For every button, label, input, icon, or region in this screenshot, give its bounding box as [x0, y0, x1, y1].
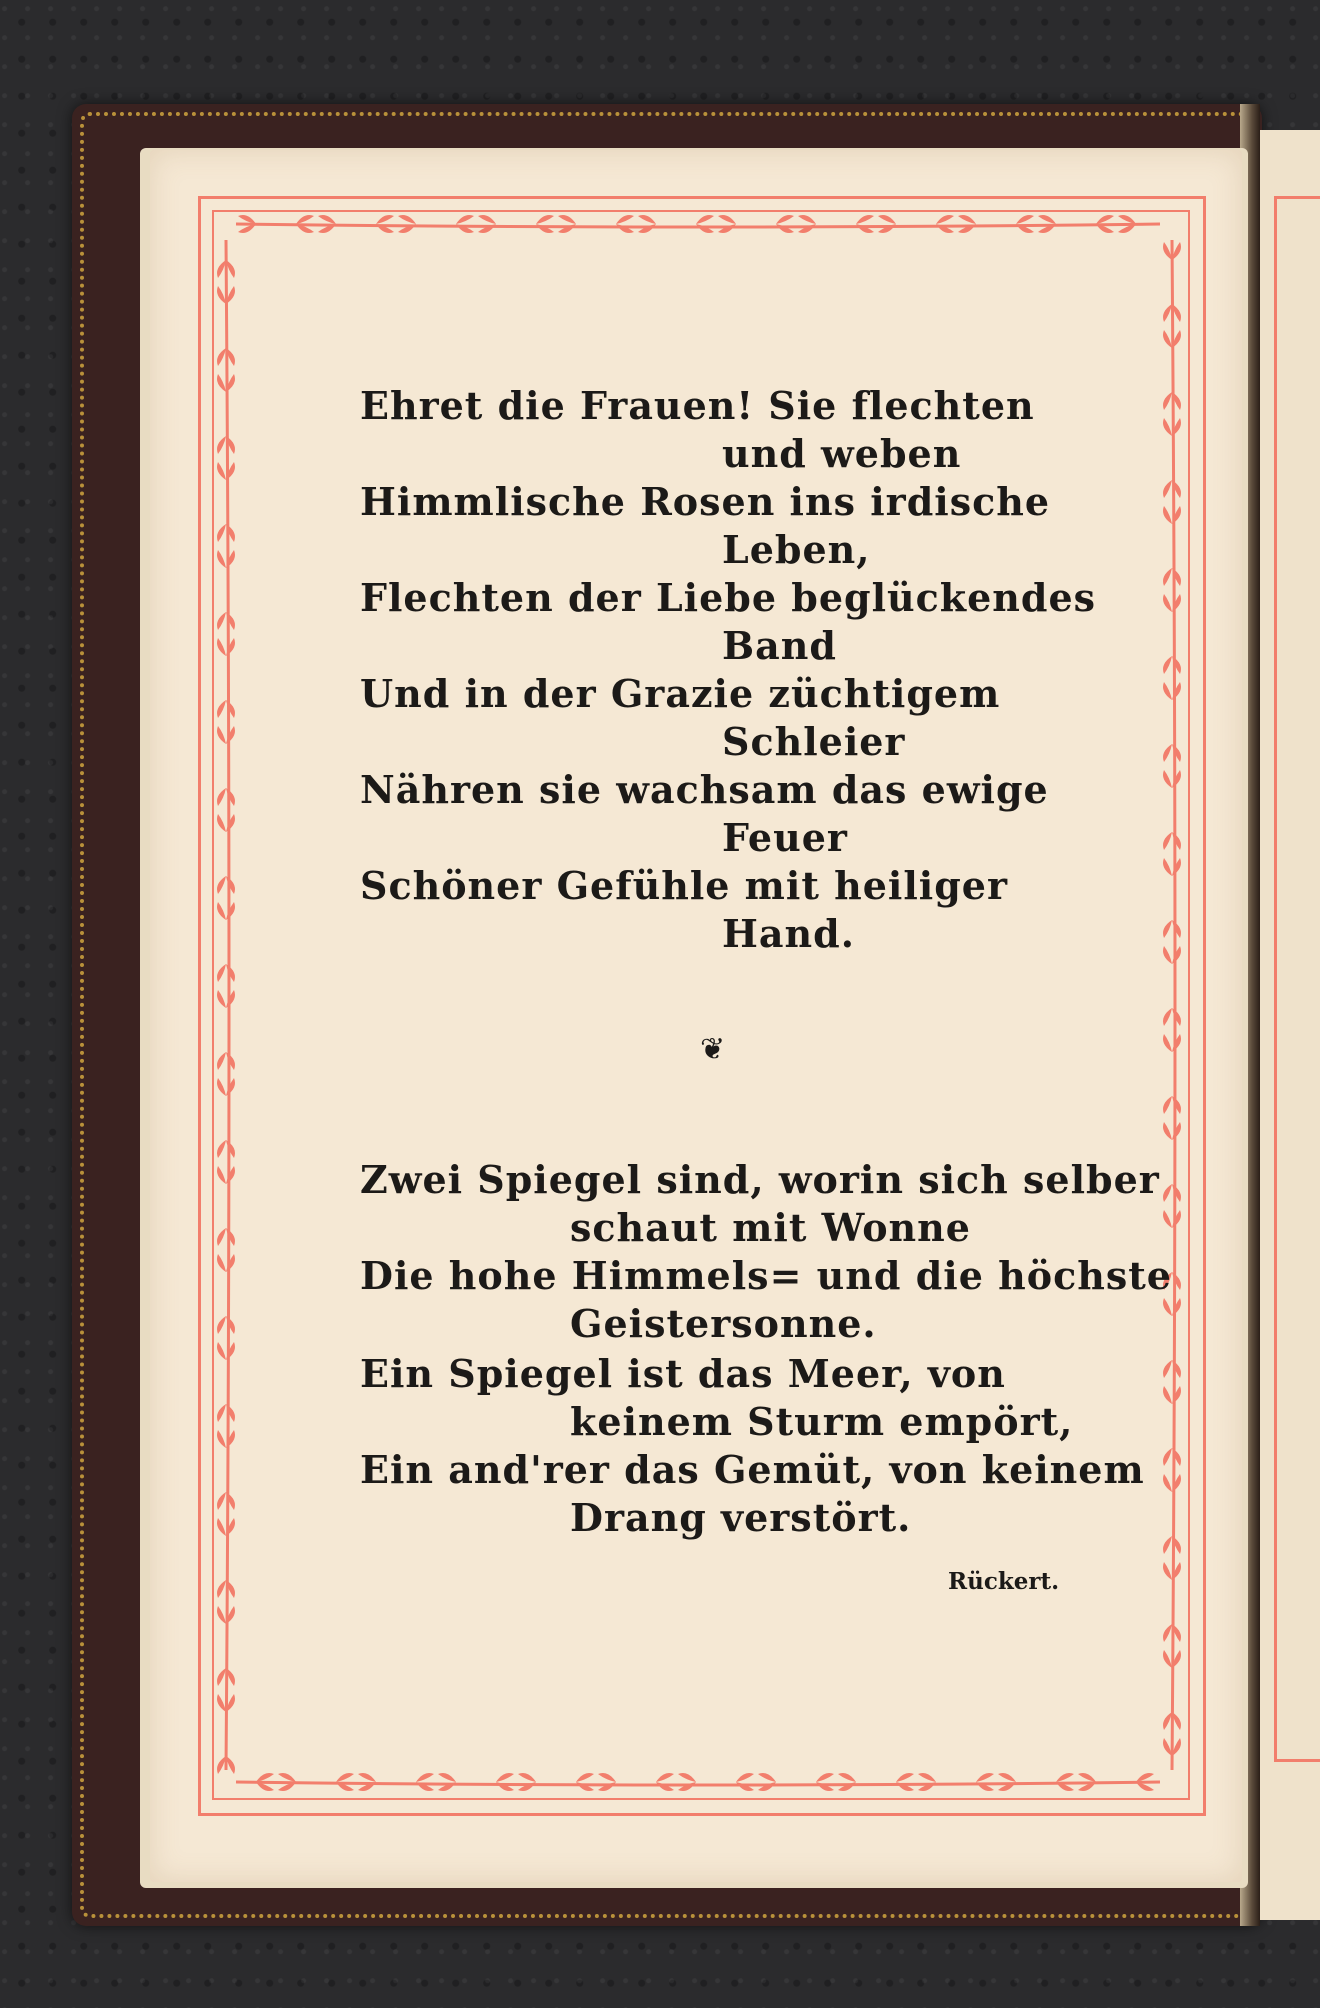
leaf-icon — [976, 1773, 994, 1791]
leaf-icon — [1163, 1474, 1181, 1492]
leaf-icon — [1163, 744, 1181, 762]
leaf-icon — [217, 726, 235, 744]
leaf-icon — [217, 638, 235, 656]
poem1-line-3: Himmlische Rosen ins irdische — [360, 479, 1051, 524]
leaf-icon — [638, 215, 656, 233]
poem1-line-7: Und in der Grazie züchtigem — [360, 671, 1001, 716]
leaf-icon — [217, 814, 235, 832]
leaf-icon — [1163, 1386, 1181, 1404]
poem1-line-9: Nähren sie wachsam das ewige — [360, 767, 1049, 812]
leaf-icon — [1163, 568, 1181, 586]
leaf-icon — [616, 215, 634, 233]
leaf-icon — [217, 1492, 235, 1510]
leaf-icon — [1163, 1008, 1181, 1026]
leaf-icon — [1163, 858, 1181, 876]
leaf-icon — [598, 1773, 616, 1791]
leaf-icon — [1163, 682, 1181, 700]
leaf-icon — [217, 1052, 235, 1070]
leaf-icon — [217, 1342, 235, 1360]
leaf-icon — [878, 215, 896, 233]
poem2-line-7: Ein and'rer das Gemüt, von keinem — [360, 1447, 1145, 1492]
leaf-icon — [217, 990, 235, 1008]
leaf-icon — [936, 215, 954, 233]
leaf-icon — [558, 215, 576, 233]
poem1-line-2: und weben — [722, 431, 962, 476]
leaf-icon — [838, 1773, 856, 1791]
leaf-icon — [678, 1773, 696, 1791]
leaf-icon — [1163, 1298, 1181, 1316]
leaf-icon — [1163, 594, 1181, 612]
leaf-icon — [1163, 480, 1181, 498]
leaf-icon — [217, 550, 235, 568]
leaf-icon — [398, 215, 416, 233]
poem1-line-5: Flechten der Liebe beglückendes — [360, 575, 1097, 620]
leaf-icon — [918, 1773, 936, 1791]
poem2-line-1: Zwei Spiegel sind, worin sich selber — [360, 1157, 1160, 1202]
leaf-icon — [536, 215, 554, 233]
leaf-icon — [998, 1773, 1016, 1791]
leaf-icon — [456, 215, 474, 233]
leaf-icon — [1163, 946, 1181, 964]
leaf-icon — [217, 788, 235, 806]
leaf-icon — [217, 1430, 235, 1448]
leaf-icon — [217, 1140, 235, 1158]
leaf-icon — [1163, 832, 1181, 850]
poem2-line-2: schaut mit Wonne — [570, 1205, 971, 1250]
leaf-icon — [718, 215, 736, 233]
leaf-icon — [217, 876, 235, 894]
leaf-icon — [1163, 1360, 1181, 1378]
leaf-icon — [438, 1773, 456, 1791]
leaf-icon — [1163, 1122, 1181, 1140]
leaf-icon — [958, 215, 976, 233]
poem1-line-8: Schleier — [722, 719, 906, 764]
poem2-line-8: Drang verstört. — [570, 1495, 912, 1540]
leaf-icon — [798, 215, 816, 233]
leaf-icon — [1163, 1448, 1181, 1466]
leaf-icon — [1163, 1096, 1181, 1114]
leaf-icon — [1163, 1034, 1181, 1052]
leaf-icon — [496, 1773, 514, 1791]
leaf-icon — [1163, 1184, 1181, 1202]
leaf-icon — [1163, 1210, 1181, 1228]
leaf-icon — [518, 1773, 536, 1791]
leaf-icon — [1163, 770, 1181, 788]
poem2-line-6: keinem Sturm empört, — [570, 1399, 1074, 1444]
leaf-icon — [896, 1773, 914, 1791]
poem1-line-6: Band — [722, 623, 837, 668]
leaf-icon — [217, 612, 235, 630]
poem2-line-4: Geistersonne. — [570, 1301, 877, 1346]
leaf-icon — [217, 1228, 235, 1246]
leaf-icon — [217, 1518, 235, 1536]
leaf-icon — [217, 700, 235, 718]
leaf-icon — [776, 215, 794, 233]
leaf-icon — [816, 1773, 834, 1791]
poem2-line-5: Ein Spiegel ist das Meer, von — [360, 1351, 1006, 1396]
leaf-icon — [696, 215, 714, 233]
leaf-icon — [856, 215, 874, 233]
leaf-icon — [416, 1773, 434, 1791]
leaf-icon — [217, 1316, 235, 1334]
leaf-icon — [478, 215, 496, 233]
leaf-icon — [576, 1773, 594, 1791]
fleuron-icon: ❦ — [700, 1032, 726, 1067]
leaf-icon — [758, 1773, 776, 1791]
poem1-line-1: Ehret die Frauen! Sie flechten — [360, 383, 1035, 428]
poem1-line-4: Leben, — [722, 527, 871, 572]
leaf-icon — [656, 1773, 674, 1791]
leaf-icon — [217, 902, 235, 920]
leaf-icon — [376, 215, 394, 233]
leaf-icon — [1163, 920, 1181, 938]
leaf-icon — [217, 1078, 235, 1096]
leaf-icon — [736, 1773, 754, 1791]
leaf-icon — [1163, 506, 1181, 524]
leaf-icon — [217, 1166, 235, 1184]
leaf-icon — [217, 964, 235, 982]
author-signature: Rückert. — [948, 1568, 1060, 1595]
leaf-icon — [217, 1254, 235, 1272]
leaf-icon — [1163, 656, 1181, 674]
poem1-line-10: Feuer — [722, 815, 848, 860]
poem1-line-12: Hand. — [722, 911, 855, 956]
leaf-icon — [217, 1404, 235, 1422]
poem1-line-11: Schöner Gefühle mit heiliger — [360, 863, 1008, 908]
leaf-icon — [217, 524, 235, 542]
poem2-line-3: Die hohe Himmels= und die höchste — [360, 1253, 1172, 1298]
